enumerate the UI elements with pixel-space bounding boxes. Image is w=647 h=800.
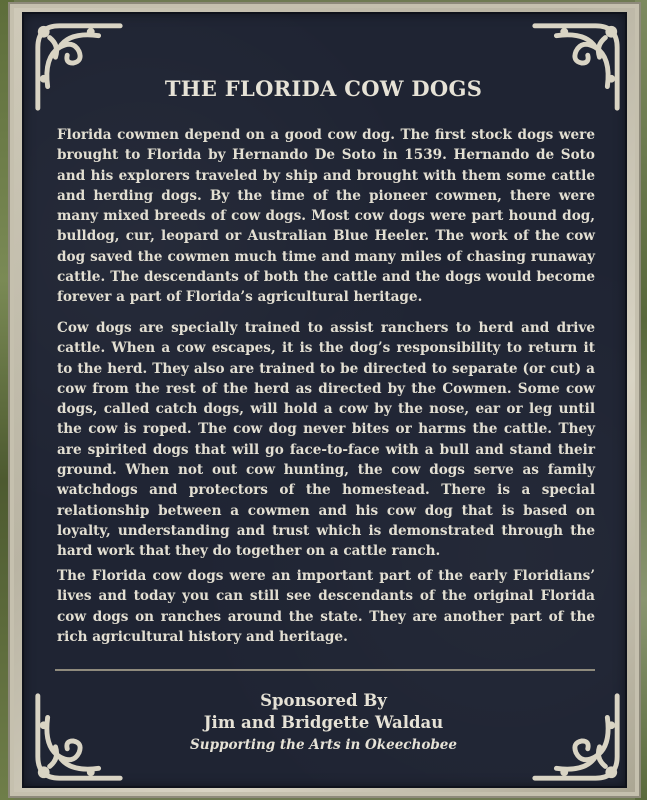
corner-scroll-ornament-icon — [30, 18, 128, 116]
plaque-paragraph: The Florida cow dogs were an important part of the early Floridians’ lives and today you can still see descendants of the original Florida cow dogs on ranches around the state. They are another part of the rich agricultural history and heritage. — [57, 568, 595, 645]
corner-scroll-ornament-icon — [527, 18, 625, 116]
plaque-title: THE FLORIDA COW DOGS — [164, 76, 483, 101]
divider-line — [55, 669, 595, 671]
sponsor-tagline: Supporting the Arts in Okeechobee — [190, 737, 457, 753]
plaque-paragraph: Florida cowmen depend on a good cow dog. The first stock dogs were brought to Florida by Hernando De Soto in 1539. Hernando de Soto and his explorers traveled by ship and brought with them some cattle and herding dogs. By the time of the pioneer cowmen, there were many mixed breeds of cow dogs. Most cow dogs were part hound dog, bulldog, cur, leopard or Australian Blue Heeler. The work of the cow dog saved the cowmen much time and many miles of chasing runaway cattle. The descendants of both the cattle and the dogs would become forever a part of Florida’s agricultural heritage. — [57, 127, 595, 306]
sponsor-names: Jim and Bridgette Waldau — [203, 713, 444, 732]
sponsor-heading: Sponsored By — [260, 691, 387, 710]
plaque-paragraph: Cow dogs are specially trained to assist ranchers to herd and drive cattle. When a cow escapes, it is the dog’s responsibility to return it to the herd. They also are trained to be directed to separate (or cut) a cow from the rest of the herd as directed by the Cowmen. Some cow dogs, called catch dogs, will hold a cow by the nose, ear or leg until the cow is roped. The cow dog never bites or harms the cattle. They are spirited dogs that will go face-to-face with a bull and stand their ground. When not out cow hunting, the cow dogs serve as family watchdogs and protectors of the homestead. There is a special relationship between a cowmen and his cow dog that is based on loyalty, understanding and trust which is demonstrated through the hard work that they do together on a cattle ranch. — [57, 320, 595, 560]
